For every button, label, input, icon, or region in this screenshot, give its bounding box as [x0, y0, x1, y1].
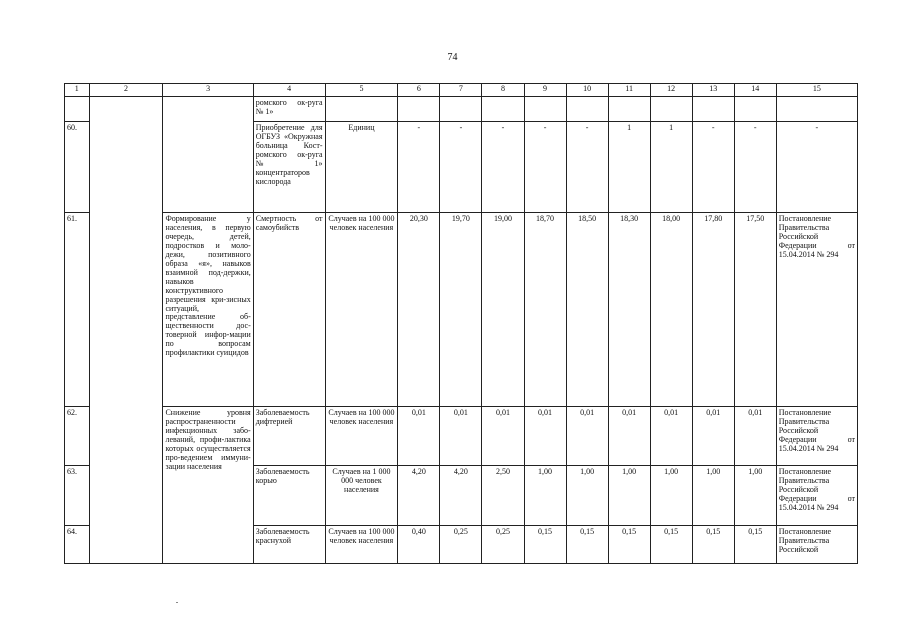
- row-number: 63.: [65, 466, 90, 526]
- indicator-name: Смертность от самоубийств: [253, 213, 325, 407]
- row-number: 61.: [65, 213, 90, 407]
- value-cell: 18,30: [608, 213, 650, 407]
- table-header-row: [65, 84, 858, 97]
- value-cell: 0,25: [482, 526, 524, 564]
- value-cell: 0,15: [650, 526, 692, 564]
- source-cell: Постановление Правительства Российской Федерации от 15.04.2014 № 294: [776, 407, 857, 466]
- value-cell: 19,00: [482, 213, 524, 407]
- value-cell: [566, 97, 608, 122]
- header-cell: 2: [89, 84, 163, 97]
- indicator-name: Заболеваемость краснухой: [253, 526, 325, 564]
- indicators-table: [64, 83, 858, 564]
- header-cell: 5: [325, 84, 398, 97]
- activity-description: Формирование у населения, в первую очередь, детей, подростков и моло-дежи, позитивного образа «я», навыков взаимной под-держки, навыков конструктивного разрешения кри-зисных ситуаций, представление об-щественности дос-товерной инфор-мации по вопросам профилактики суицидов: [163, 213, 253, 407]
- col3-cell: [163, 97, 253, 213]
- value-cell: 0,01: [440, 407, 482, 466]
- header-cell: 14: [734, 84, 776, 97]
- header-cell: 4: [253, 84, 325, 97]
- row-number: 64.: [65, 526, 90, 564]
- value-cell: [650, 97, 692, 122]
- header-cell: 9: [524, 84, 566, 97]
- value-cell: 4,20: [440, 466, 482, 526]
- source-cell: Постановление Правительства Российской Федерации от 15.04.2014 № 294: [776, 466, 857, 526]
- col2-cell: [89, 97, 163, 564]
- unit-cell: [325, 97, 398, 122]
- value-cell: -: [734, 122, 776, 213]
- header-cell: 13: [692, 84, 734, 97]
- value-cell: 0,01: [398, 407, 440, 466]
- unit-cell: Единиц: [325, 122, 398, 213]
- unit-cell: Случаев на 100 000 человек населения: [325, 213, 398, 407]
- value-cell: 0,01: [692, 407, 734, 466]
- unit-cell: Случаев на 100 000 человек населения: [325, 526, 398, 564]
- activity-description: Снижение уровня распространенности инфекционных забо-леваний, профи-лактика которых осуществляется про-ведением иммуни-зации населения: [163, 407, 253, 564]
- indicator-name: Заболеваемость дифтерией: [253, 407, 325, 466]
- value-cell: [524, 97, 566, 122]
- value-cell: 2,50: [482, 466, 524, 526]
- value-cell: -: [440, 122, 482, 213]
- source-cell: [776, 97, 857, 122]
- value-cell: 18,70: [524, 213, 566, 407]
- value-cell: 1,00: [734, 466, 776, 526]
- value-cell: [482, 97, 524, 122]
- value-cell: 1,00: [692, 466, 734, 526]
- value-cell: 0,15: [734, 526, 776, 564]
- value-cell: 0,01: [734, 407, 776, 466]
- value-cell: 0,01: [524, 407, 566, 466]
- value-cell: 17,80: [692, 213, 734, 407]
- value-cell: [608, 97, 650, 122]
- page-number: 74: [447, 52, 458, 63]
- value-cell: 1,00: [650, 466, 692, 526]
- scan-speck: [176, 602, 178, 603]
- row-number: [65, 97, 90, 122]
- value-cell: -: [692, 122, 734, 213]
- header-cell: 12: [650, 84, 692, 97]
- value-cell: 0,15: [608, 526, 650, 564]
- header-cell: 10: [566, 84, 608, 97]
- value-cell: -: [566, 122, 608, 213]
- unit-cell: Случаев на 1 000 000 человек населения: [325, 466, 398, 526]
- value-cell: 0,40: [398, 526, 440, 564]
- table-row: [65, 213, 858, 407]
- value-cell: 0,01: [650, 407, 692, 466]
- value-cell: 20,30: [398, 213, 440, 407]
- source-cell: -: [776, 122, 857, 213]
- value-cell: 18,50: [566, 213, 608, 407]
- value-cell: 0,01: [566, 407, 608, 466]
- value-cell: 19,70: [440, 213, 482, 407]
- value-cell: 18,00: [650, 213, 692, 407]
- value-cell: 1: [650, 122, 692, 213]
- unit-cell: Случаев на 100 000 человек населения: [325, 407, 398, 466]
- value-cell: 1,00: [608, 466, 650, 526]
- source-cell: Постановление Правительства Российской Федерации от 15.04.2014 № 294: [776, 213, 857, 407]
- value-cell: -: [398, 122, 440, 213]
- value-cell: 1: [608, 122, 650, 213]
- table-row: [65, 97, 858, 122]
- header-cell: 7: [440, 84, 482, 97]
- value-cell: 0,01: [608, 407, 650, 466]
- value-cell: [734, 97, 776, 122]
- value-cell: 1,00: [524, 466, 566, 526]
- value-cell: 4,20: [398, 466, 440, 526]
- header-cell: 15: [776, 84, 857, 97]
- value-cell: -: [524, 122, 566, 213]
- row-number: 62.: [65, 407, 90, 466]
- value-cell: [398, 97, 440, 122]
- indicator-name: ромского ок-руга № 1»: [253, 97, 325, 122]
- value-cell: 0,15: [524, 526, 566, 564]
- value-cell: [440, 97, 482, 122]
- indicator-name: Приобретение для ОГБУЗ «Окружная больница Кост-ромского ок-руга № 1» концентраторов кислорода: [253, 122, 325, 213]
- source-cell: Постановление Правительства Российской: [776, 526, 857, 564]
- header-cell: 6: [398, 84, 440, 97]
- indicator-name: Заболеваемость корью: [253, 466, 325, 526]
- table-row: [65, 407, 858, 466]
- value-cell: -: [482, 122, 524, 213]
- value-cell: 17,50: [734, 213, 776, 407]
- header-cell: 11: [608, 84, 650, 97]
- value-cell: 0,15: [566, 526, 608, 564]
- header-cell: 8: [482, 84, 524, 97]
- value-cell: 0,25: [440, 526, 482, 564]
- value-cell: 1,00: [566, 466, 608, 526]
- value-cell: [692, 97, 734, 122]
- value-cell: 0,01: [482, 407, 524, 466]
- value-cell: 0,15: [692, 526, 734, 564]
- header-cell: 3: [163, 84, 253, 97]
- row-number: 60.: [65, 122, 90, 213]
- header-cell: 1: [65, 84, 90, 97]
